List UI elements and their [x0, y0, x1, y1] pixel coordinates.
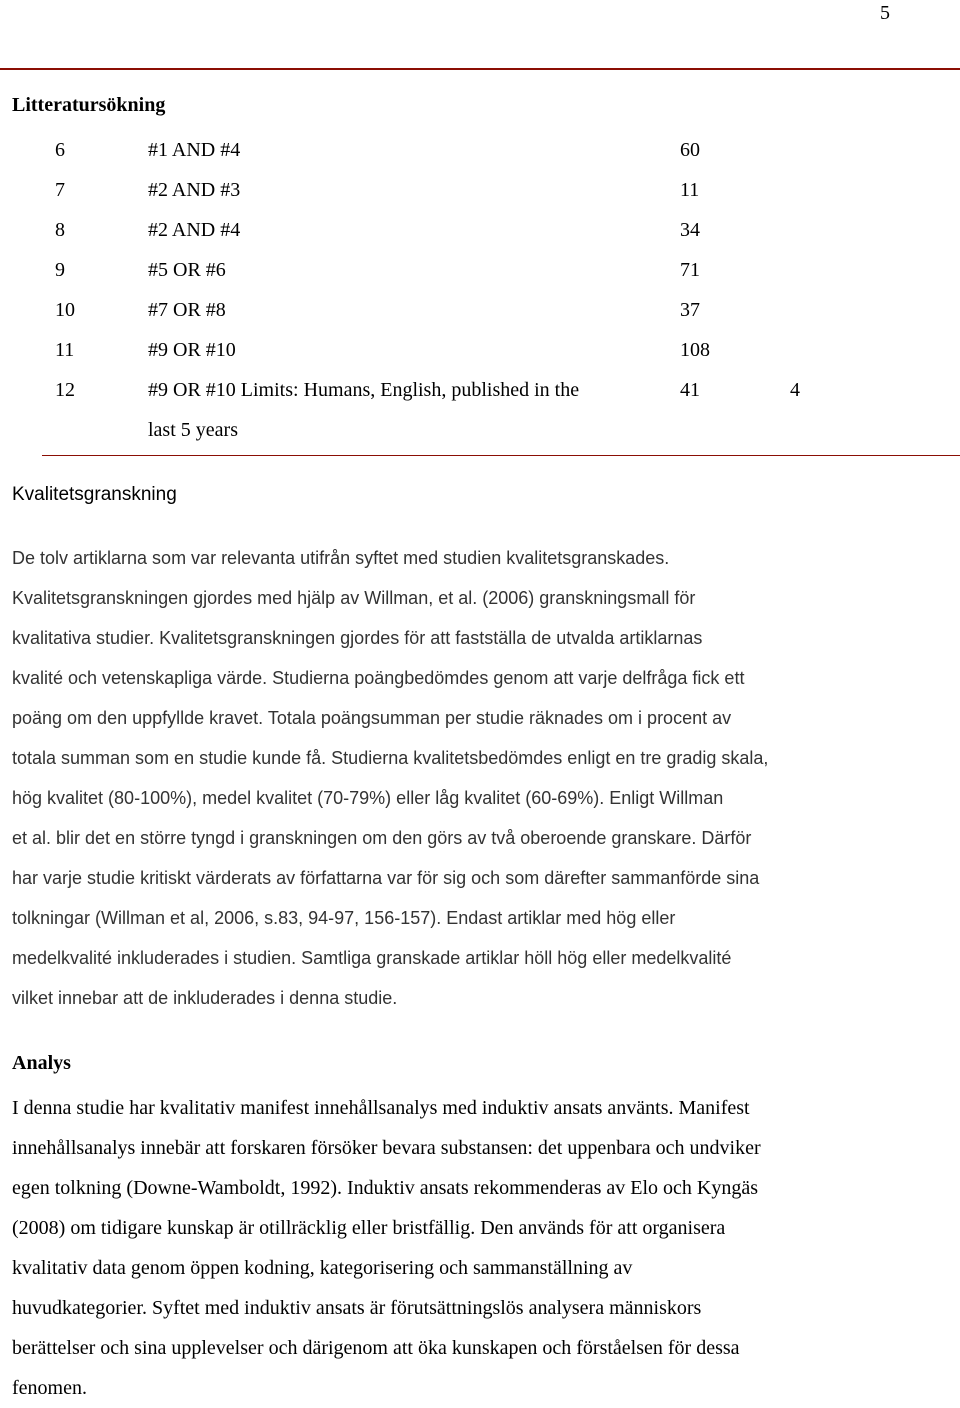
- table-row: [0, 130, 960, 170]
- paragraph-line: totala summan som en studie kunde få. Studierna kvalitetsbedömdes enligt en tre gradig skala,: [12, 748, 769, 768]
- row-query: last 5 years: [148, 419, 238, 441]
- paragraph-line: et al. blir det en större tyngd i granskningen om den görs av två oberoende granskare. Därför: [12, 828, 752, 848]
- paragraph-line: Kvalitetsgranskningen gjordes med hjälp av Willman, et al. (2006) granskningsmall för: [12, 588, 696, 608]
- row-query: #9 OR #10 Limits: Humans, English, published in the: [148, 379, 580, 401]
- row-number: 7: [55, 179, 65, 201]
- table-row: [0, 170, 960, 210]
- row-query: #2 AND #3: [148, 179, 241, 201]
- row-query: #7 OR #8: [148, 299, 226, 321]
- paragraph-line: kvalité och vetenskapliga värde. Studierna poängbedömdes genom att varje delfråga fick ett: [12, 668, 745, 688]
- paragraph-analys: [12, 1088, 902, 1408]
- paragraph-line: hög kvalitet (80-100%), medel kvalitet (70-79%) eller låg kvalitet (60-69%). Enligt Willman: [12, 788, 724, 808]
- row-number: 11: [55, 339, 75, 361]
- paragraph-kvalitetsgranskning: [12, 538, 902, 1018]
- section-heading-analys: Analys: [12, 1052, 71, 1074]
- row-query: #1 AND #4: [148, 139, 241, 161]
- table-row: [0, 330, 960, 370]
- table-row: [0, 250, 960, 290]
- row-number: 8: [55, 219, 65, 241]
- section-heading-litteratursokning: Litteratursökning: [12, 94, 166, 116]
- row-hits: 37: [680, 299, 700, 321]
- page-number: 5: [880, 2, 890, 24]
- table-row: [0, 290, 960, 330]
- paragraph-line: (2008) om tidigare kunskap är otillräcklig eller bristfällig. Den används för att organisera: [12, 1217, 726, 1239]
- row-number: 12: [55, 379, 75, 401]
- row-hits: 108: [680, 339, 710, 361]
- paragraph-line: kvalitativ data genom öppen kodning, kategorisering och sammanställning av: [12, 1257, 633, 1279]
- table-bottom-rule: [42, 455, 960, 456]
- paragraph-line: kvalitativa studier. Kvalitetsgranskningen gjordes för att fastställa de utvalda artiklarnas: [12, 628, 703, 648]
- row-number: 9: [55, 259, 65, 281]
- paragraph-line: egen tolkning (Downe-Wamboldt, 1992). Induktiv ansats rekommenderas av Elo och Kyngäs: [12, 1177, 758, 1199]
- row-hits: 60: [680, 139, 700, 161]
- paragraph-line: medelkvalité inkluderades i studien. Samtliga granskade artiklar höll hög eller medelkvalité: [12, 948, 732, 968]
- row-hits: 11: [680, 179, 700, 201]
- row-query: #2 AND #4: [148, 219, 241, 241]
- paragraph-line: innehållsanalys innebär att forskaren försöker bevara substansen: det uppenbara och undviker: [12, 1137, 761, 1159]
- row-number: 10: [55, 299, 75, 321]
- header-rule: [0, 68, 960, 70]
- row-hits: 41: [680, 379, 700, 401]
- row-hits: 71: [680, 259, 700, 281]
- paragraph-line: vilket innebar att de inkluderades i denna studie.: [12, 988, 398, 1008]
- row-query: #5 OR #6: [148, 259, 226, 281]
- paragraph-line: tolkningar (Willman et al, 2006, s.83, 94-97, 156-157). Endast artiklar med hög eller: [12, 908, 676, 928]
- paragraph-line: har varje studie kritiskt värderats av författarna var för sig och som därefter sammanförde sina: [12, 868, 760, 888]
- row-selected: 4: [790, 379, 800, 401]
- paragraph-line: poäng om den uppfyllde kravet. Totala poängsumman per studie räknades om i procent av: [12, 708, 732, 728]
- paragraph-line: fenomen.: [12, 1377, 87, 1399]
- table-row: [0, 370, 960, 410]
- paragraph-line: De tolv artiklarna som var relevanta utifrån syftet med studien kvalitetsgranskades.: [12, 548, 670, 568]
- paragraph-line: huvudkategorier. Syftet med induktiv ansats är förutsättningslös analysera människors: [12, 1297, 702, 1319]
- row-hits: 34: [680, 219, 700, 241]
- row-number: 6: [55, 139, 65, 161]
- paragraph-line: I denna studie har kvalitativ manifest innehållsanalys med induktiv ansats använts. Manifest: [12, 1097, 750, 1119]
- paragraph-line: berättelser och sina upplevelser och därigenom att öka kunskapen och förståelsen för dessa: [12, 1337, 740, 1359]
- table-row: [0, 410, 960, 450]
- table-row: [0, 210, 960, 250]
- row-query: #9 OR #10: [148, 339, 236, 361]
- section-heading-kvalitetsgranskning: Kvalitetsgranskning: [12, 484, 177, 505]
